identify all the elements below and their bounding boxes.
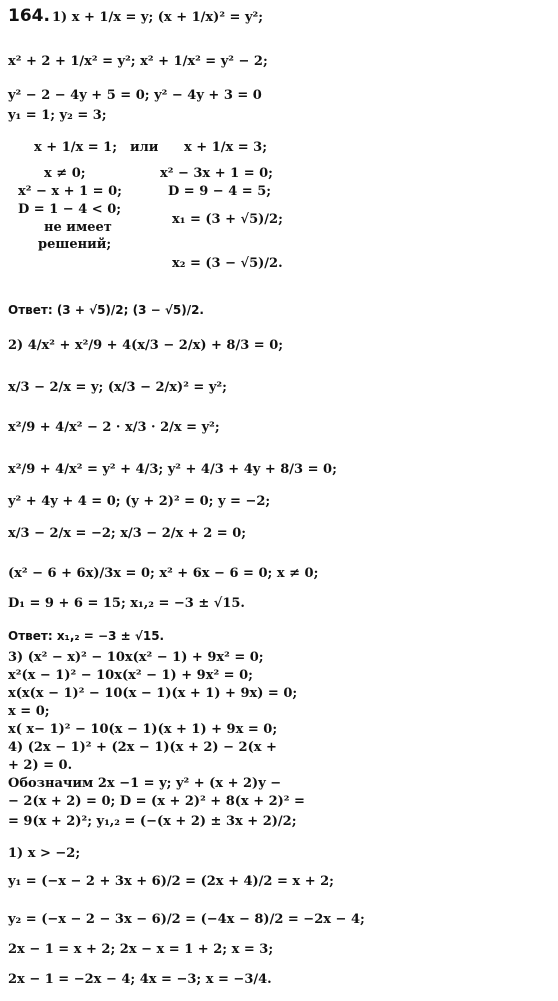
line-32: 1) x > −2; [8,846,81,861]
line-18: x/3 − 2/x = −2; x/3 − 2/x + 2 = 0; [8,526,247,541]
line-17: y² + 4y + 4 = 0; (y + 2)² = 0; y = −2; [8,494,271,509]
line-5-right: x + 1/x = 3; [184,140,268,155]
line-27: 4) (2x − 1)² + (2x − 1)(x + 2) − 2(x + [8,740,277,755]
answer-2: Ответ: x₁,₂ = −3 ± √15. [8,629,165,643]
line-10-left: решений; [38,237,112,252]
line-16: x²/9 + 4/x² = y² + 4/3; y² + 4/3 + 4y + 8/3 = 0; [8,462,337,477]
line-35: 2x − 1 = x + 2; 2x − x = 1 + 2; x = 3; [8,942,274,957]
line-20: D₁ = 9 + 6 = 15; x₁,₂ = −3 ± √15. [8,596,245,611]
line-6-left: x ≠ 0; [44,166,86,181]
line-7-right: D = 9 − 4 = 5; [168,184,272,199]
line-2: x² + 2 + 1/x² = y²; x² + 1/x² = y² − 2; [8,54,268,69]
line-36: 2x − 1 = −2x − 4; 4x = −3; x = −3/4. [8,972,272,987]
line-30: − 2(x + 2) = 0; D = (x + 2)² + 8(x + 2)² = [8,794,305,809]
line-8-left: D = 1 − 4 < 0; [18,202,122,217]
line-15: x²/9 + 4/x² − 2 · x/3 · 2/x = y²; [8,420,220,435]
line-11: x₂ = (3 − √5)/2. [172,256,283,271]
line-34: y₂ = (−x − 2 − 3x − 6)/2 = (−4x − 8)/2 = −2x − 4; [8,912,365,927]
line-23: x²(x − 1)² − 10x(x² − 1) + 9x² = 0; [8,668,253,683]
answer-1: Ответ: (3 + √5)/2; (3 − √5)/2. [8,303,204,317]
line-19: (x² − 6 + 6x)/3x = 0; x² + 6x − 6 = 0; x ≠ 0; [8,566,319,581]
line-13: 2) 4/x² + x²/9 + 4(x/3 − 2/x) + 8/3 = 0; [8,338,284,353]
line-14: x/3 − 2/x = y; (x/3 − 2/x)² = y²; [8,380,227,395]
line-26: x( x− 1)² − 10(x − 1)(x + 1) + 9x = 0; [8,722,278,737]
line-33: y₁ = (−x − 2 + 3x + 6)/2 = (2x + 4)/2 = x + 2; [8,874,334,889]
line-29: Обозначим 2x −1 = y; y² + (x + 2)y − [8,776,282,791]
line-4: y₁ = 1; y₂ = 3; [8,108,107,123]
line-25: x = 0; [8,704,50,719]
line-24: x(x(x − 1)² − 10(x − 1)(x + 1) + 9x) = 0; [8,686,298,701]
line-6-right: x² − 3x + 1 = 0; [160,166,273,181]
line-5-left: x + 1/x = 1; [34,140,118,155]
problem-number: 164. [8,6,50,26]
line-31: = 9(x + 2)²; y₁,₂ = (−(x + 2) ± 3x + 2)/2; [8,814,297,829]
line-1: 1) x + 1/x = y; (x + 1/x)² = y²; [52,10,264,25]
line-5-or: или [130,140,159,155]
line-28: + 2) = 0. [8,758,73,773]
line-7-left: x² − x + 1 = 0; [18,184,122,199]
line-22: 3) (x² − x)² − 10x(x² − 1) + 9x² = 0; [8,650,264,665]
line-9-right: x₁ = (3 + √5)/2; [172,212,283,227]
line-3: y² − 2 − 4y + 5 = 0; y² − 4y + 3 = 0 [8,88,262,103]
line-9-left: не имеет [44,220,112,235]
